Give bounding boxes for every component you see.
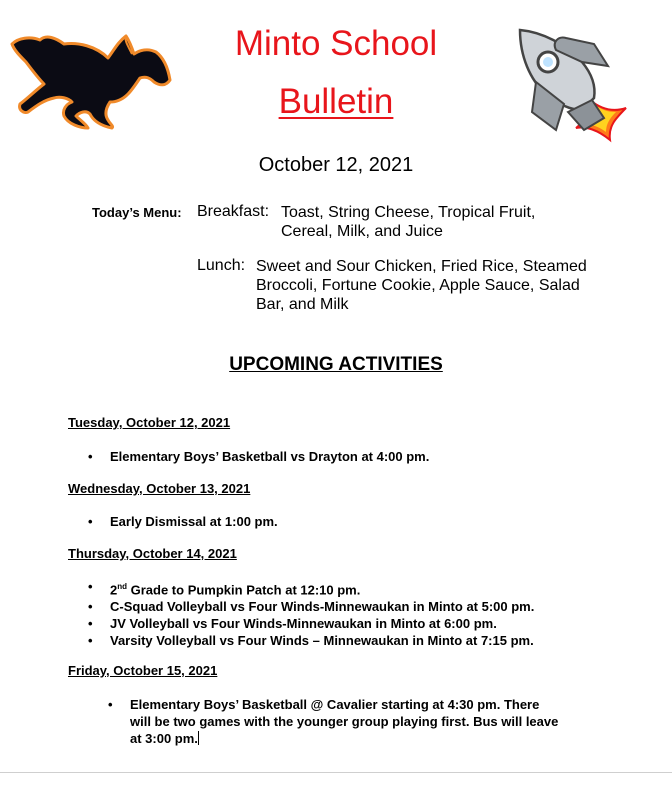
activity-item: • Early Dismissal at 1:00 pm. (88, 513, 278, 530)
lunch-line: Broccoli, Fortune Cookie, Apple Sauce, Salad (256, 277, 580, 294)
day-heading-wednesday: Wednesday, October 13, 2021 (68, 481, 251, 496)
breakfast-label: Breakfast: (197, 203, 270, 220)
activity-item: • C-Squad Volleyball vs Four Winds-Minnewaukan in Minto at 5:00 pm. (88, 598, 534, 615)
activity-item: • Varsity Volleyball vs Four Winds – Minnewaukan in Minto at 7:15 pm. (88, 632, 534, 649)
page-divider (0, 772, 672, 773)
breakfast-line: Cereal, Milk, and Juice (281, 223, 443, 240)
day-heading-thursday: Thursday, October 14, 2021 (68, 546, 237, 561)
text-cursor (198, 731, 199, 745)
thursday-list (88, 578, 534, 649)
breakfast-items (281, 203, 535, 241)
friday-list (108, 696, 558, 747)
day-heading-tuesday: Tuesday, October 12, 2021 (68, 415, 231, 430)
lunch-line: Bar, and Milk (256, 296, 349, 313)
bulletin-subtitle: Bulletin (278, 82, 394, 121)
day-heading-friday: Friday, October 15, 2021 (68, 663, 218, 678)
wednesday-list (88, 513, 278, 530)
tuesday-list (88, 448, 429, 465)
bulletin-date: October 12, 2021 (258, 154, 414, 176)
breakfast-line: Toast, String Cheese, Tropical Fruit, (281, 204, 536, 221)
todays-menu-label: Today’s Menu: (92, 205, 182, 220)
lunch-line: Sweet and Sour Chicken, Fried Rice, Steamed (256, 258, 587, 275)
activity-item: • JV Volleyball vs Four Winds-Minnewaukan in Minto at 6:00 pm. (88, 615, 534, 632)
lunch-items (256, 257, 587, 314)
upcoming-activities-heading: UPCOMING ACTIVITIES (229, 354, 443, 375)
activity-item: • Elementary Boys’ Basketball vs Drayton at 4:00 pm. (88, 448, 429, 465)
lunch-label: Lunch: (197, 257, 246, 274)
bulletin-title: Minto School (234, 24, 438, 63)
activity-item: • Elementary Boys’ Basketball @ Cavalier starting at 4:30 pm. There will be two games with the younger group playing first. Bus will leave at 3:00 pm. (108, 696, 558, 747)
activity-item: • 2nd Grade to Pumpkin Patch at 12:10 pm. (88, 578, 534, 598)
